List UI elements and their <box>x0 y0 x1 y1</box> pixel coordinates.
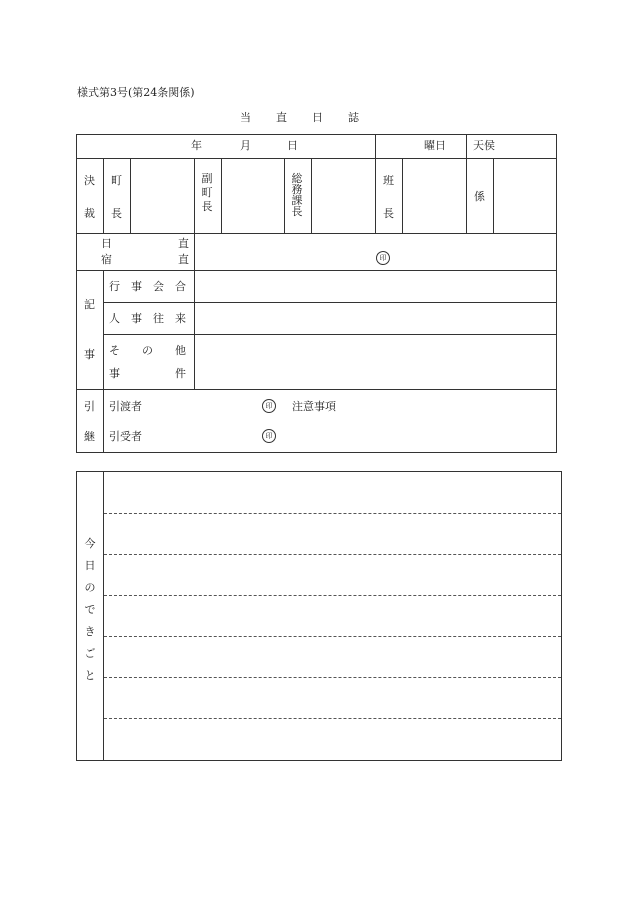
form-label: 様式第3号(第24条関係) <box>77 86 195 99</box>
today-line-2 <box>104 554 561 555</box>
hanchou-label-2: 長 <box>383 207 394 220</box>
fukuchou-label <box>200 173 214 212</box>
visitors-label: 人 事 往 来 <box>109 312 186 325</box>
receiver-seal-mark: 印 <box>262 429 276 443</box>
today-char-6: ご <box>84 647 96 660</box>
giver-seal-mark: 印 <box>262 399 276 413</box>
giver-label: 引渡者 <box>109 400 142 413</box>
today-char-1: 今 <box>84 537 96 550</box>
fukuchou-char-3: 長 <box>201 200 213 213</box>
year-label: 年 <box>191 139 202 152</box>
today-line-4 <box>104 636 561 637</box>
rule-records-v <box>103 270 104 453</box>
weather-label: 天侯 <box>473 139 495 152</box>
rule-approval-v10 <box>493 158 494 233</box>
rule-approval-v1 <box>103 158 104 233</box>
shukuchoku-label: 宿 直 <box>101 253 189 266</box>
rule-records-row <box>76 389 557 390</box>
month-label: 月 <box>240 139 251 152</box>
other-label-2: 事 件 <box>109 367 186 380</box>
soumu-char-3: 課 <box>291 194 303 207</box>
rule-events-row <box>103 302 557 303</box>
soumu-char-1: 総 <box>291 172 303 185</box>
kakari-label: 係 <box>474 190 485 203</box>
rule-approval-v3 <box>194 158 195 233</box>
notes-label: 注意事項 <box>292 400 336 413</box>
rule-approval-v8 <box>402 158 403 233</box>
rule-approval-v4 <box>221 158 222 233</box>
soumu-char-4: 長 <box>291 205 303 218</box>
today-char-7: と <box>84 669 96 682</box>
rule-approval-v6 <box>311 158 312 233</box>
today-label <box>83 538 97 681</box>
today-line-3 <box>104 595 561 596</box>
today-char-2: 日 <box>84 559 96 572</box>
rule-date-v2 <box>466 134 467 158</box>
handover-label-2: 継 <box>84 430 95 443</box>
events-label: 行 事 会 合 <box>109 280 186 293</box>
rule-visitors-row <box>103 334 557 335</box>
page-title: 当 直 日 誌 <box>240 111 360 124</box>
kessai-label-2: 裁 <box>84 207 95 220</box>
chou-label-1: 町 <box>111 174 122 187</box>
kessai-label-1: 決 <box>84 174 95 187</box>
today-char-5: き <box>84 625 96 638</box>
rule-approval-v7 <box>375 158 376 233</box>
rule-duty-v <box>194 233 195 389</box>
receiver-label: 引受者 <box>109 430 142 443</box>
nicchoku-label: 日 直 <box>101 237 189 250</box>
fukuchou-char-2: 町 <box>201 186 213 199</box>
fukuchou-char-1: 副 <box>201 172 213 185</box>
records-label-2: 事 <box>84 348 95 361</box>
today-line-5 <box>104 677 561 678</box>
today-char-3: の <box>84 581 96 594</box>
today-line-6 <box>104 718 561 719</box>
rule-duty-row <box>76 270 557 271</box>
rule-date-v1 <box>375 134 376 158</box>
rule-approval-v2 <box>130 158 131 233</box>
records-label-1: 記 <box>84 298 95 311</box>
duty-seal-mark: 印 <box>376 251 390 265</box>
chou-label-2: 長 <box>111 207 122 220</box>
other-label-1: そ の 他 <box>109 344 186 357</box>
rule-approval-row <box>76 233 557 234</box>
weekday-label: 曜日 <box>424 139 446 152</box>
rule-approval-v9 <box>466 158 467 233</box>
handover-label-1: 引 <box>84 400 95 413</box>
hanchou-label-1: 班 <box>383 174 394 187</box>
rule-date-row <box>76 158 557 159</box>
today-char-4: で <box>84 603 96 616</box>
day-label: 日 <box>287 139 298 152</box>
soumu-label <box>290 173 304 217</box>
soumu-char-2: 務 <box>291 183 303 196</box>
today-line-1 <box>104 513 561 514</box>
rule-approval-v5 <box>284 158 285 233</box>
